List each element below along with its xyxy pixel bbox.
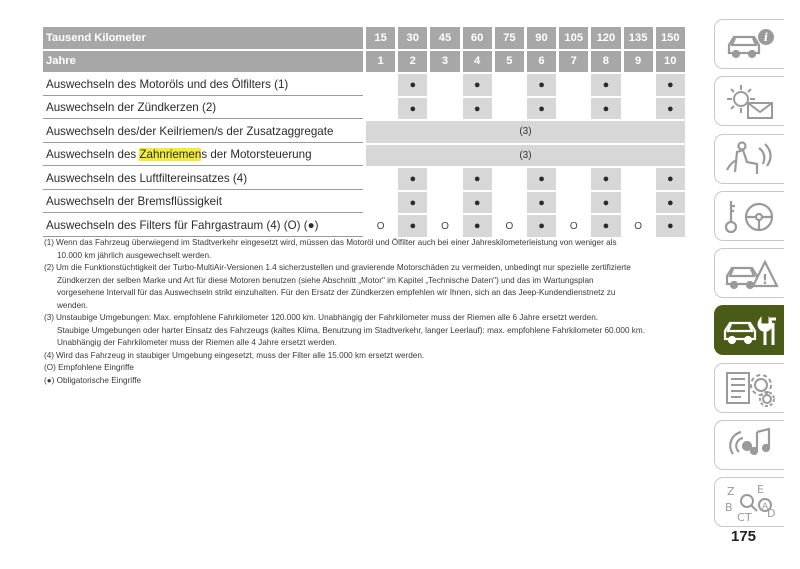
row-label <box>43 74 363 96</box>
mandatory-mark: ● <box>538 102 545 115</box>
footnote-text: 10.000 km jährlich ausgewechselt werden. <box>57 250 212 260</box>
recommended-mark: O <box>634 221 642 233</box>
row-label <box>43 168 363 190</box>
footnote-line <box>44 300 716 311</box>
mandatory-mark: ● <box>666 173 674 186</box>
mandatory-mark: ● <box>538 79 545 92</box>
interval-cell <box>460 192 492 214</box>
footnote-line <box>44 350 716 361</box>
row-label <box>43 215 363 237</box>
interval-cell <box>621 74 653 96</box>
footnote-line <box>44 262 716 273</box>
footnote-text: vorgesehene Intervall für das Auswechseln strikt einzuhalten. Für den Ersatz der Zündkerzen empfehlen wir Ihnen, sich an das Jeep-Kundendienstnetz zu <box>57 288 616 297</box>
row-label <box>43 145 363 167</box>
table-row <box>43 74 685 96</box>
svg-text:A: A <box>762 502 769 513</box>
footnote-text: Zündkerzen der selben Marke und Art für diese Motoren benutzen (siehe Abschnitt „Motor" im Kapitel „Technische Daten") und das im Wartungsplan <box>57 275 594 285</box>
interval-note-cell: (3) <box>363 145 685 167</box>
mandatory-mark: ● <box>538 196 545 209</box>
header-km-cell: 90 <box>524 27 556 49</box>
header-km-cell: 150 <box>653 27 685 49</box>
interval-cell <box>460 215 492 237</box>
svg-text:D: D <box>767 507 776 521</box>
table-header-km <box>43 27 685 49</box>
mandatory-mark: ● <box>409 102 417 115</box>
header-year-cell: 1 <box>363 51 395 73</box>
header-year-cell: 3 <box>427 51 459 73</box>
header-year-cell: 7 <box>556 51 588 73</box>
svg-text:B: B <box>725 501 733 515</box>
row-label <box>43 121 363 143</box>
footnote-line <box>44 287 716 298</box>
svg-text:i: i <box>763 31 769 44</box>
recommended-mark: O <box>441 221 449 233</box>
recommended-mark: O <box>505 221 514 233</box>
recommended-mark: O <box>376 221 385 233</box>
interval-cell <box>492 168 524 190</box>
header-year-cell: 9 <box>621 51 653 73</box>
legend-paren: ( <box>44 375 47 385</box>
footnote-text: Unabhängig der Fahrkilometer muss der Riemen alle 4 Jahre ersetzt werden. <box>57 338 337 347</box>
footnote-line <box>44 237 716 248</box>
header-km-label: Tausend Kilometer <box>43 27 363 49</box>
highlighted-term: Zahnriemen <box>139 148 202 162</box>
header-year-cell: 8 <box>588 51 620 73</box>
footnote-number: (3) <box>44 313 55 322</box>
footnote-line <box>44 325 716 336</box>
chapter-sidebar <box>714 19 786 535</box>
header-km-cell: 45 <box>427 27 459 49</box>
interval-cell <box>363 192 395 214</box>
interval-cell <box>524 192 556 214</box>
mandatory-mark: ● <box>538 220 545 233</box>
interval-cell <box>395 215 427 237</box>
interval-cell <box>556 98 588 120</box>
legend-text: (O) Empfohlene Eingriffe <box>44 363 134 372</box>
footnote-line <box>44 250 716 261</box>
chapter-tab[interactable] <box>714 420 784 470</box>
mandatory-mark: ● <box>473 173 481 186</box>
interval-cell <box>363 74 395 96</box>
interval-cell <box>653 192 685 214</box>
page-number: 175 <box>731 528 757 545</box>
header-km-cell: 60 <box>460 27 492 49</box>
header-years-label: Jahre <box>43 51 363 73</box>
interval-cell <box>395 74 427 96</box>
table-row <box>43 98 685 120</box>
interval-cell <box>653 215 685 237</box>
interval-cell <box>492 215 524 237</box>
mandatory-mark: ● <box>602 102 610 115</box>
interval-cell <box>556 74 588 96</box>
footnote-text: Unstaubige Umgebungen: Max. empfohlene Fahrkilometer 120.000 km. Unabhängig der Fahrkilometer muss der Riemen alle 6 Jahre ersetzt werden. <box>56 313 599 322</box>
table-body <box>43 74 685 237</box>
svg-text:E: E <box>757 483 764 497</box>
interval-cell <box>492 74 524 96</box>
interval-cell <box>395 192 427 214</box>
table-row <box>43 121 685 143</box>
interval-cell <box>621 192 653 214</box>
chapter-tab[interactable] <box>714 477 784 527</box>
svg-text:C: C <box>737 511 745 524</box>
mandatory-mark: ● <box>473 220 481 233</box>
interval-cell <box>460 74 492 96</box>
interval-cell <box>588 98 620 120</box>
footnote-number: (1) <box>44 238 55 247</box>
mandatory-mark: ● <box>473 79 481 92</box>
footnote-line <box>44 337 716 348</box>
interval-cell <box>588 168 620 190</box>
row-label-text: Auswechseln der Bremsflüssigkeit <box>46 195 222 209</box>
interval-cell <box>621 215 653 237</box>
header-year-cell: 4 <box>460 51 492 73</box>
chapter-tab[interactable] <box>714 363 784 413</box>
footnotes <box>44 237 716 387</box>
interval-cell <box>492 192 524 214</box>
interval-cell <box>395 168 427 190</box>
svg-text:T: T <box>745 511 752 524</box>
interval-cell <box>427 215 459 237</box>
header-km-cell: 105 <box>556 27 588 49</box>
mandatory-mark: ● <box>666 79 674 92</box>
interval-cell <box>395 98 427 120</box>
mandatory-mark: ● <box>473 102 481 115</box>
legend-mandatory <box>44 375 716 386</box>
interval-cell <box>524 98 556 120</box>
interval-cell <box>524 215 556 237</box>
chapter-tab[interactable] <box>714 19 784 69</box>
interval-cell <box>556 168 588 190</box>
mandatory-mark: ● <box>473 196 481 209</box>
header-km-cell: 120 <box>588 27 620 49</box>
mandatory-mark: ● <box>602 173 610 186</box>
interval-cell <box>588 74 620 96</box>
interval-cell <box>524 74 556 96</box>
chapter-tab[interactable] <box>714 248 784 298</box>
table-row <box>43 192 685 214</box>
interval-cell <box>653 74 685 96</box>
footnote-number: (4) <box>44 350 55 360</box>
interval-cell <box>427 192 459 214</box>
interval-cell <box>363 168 395 190</box>
row-label-text: Auswechseln des Motoröls und des Ölfilters (1) <box>46 77 289 91</box>
interval-cell <box>653 98 685 120</box>
row-label-text: Auswechseln des <box>46 148 140 162</box>
row-label-text: Auswechseln der Zündkerzen (2) <box>46 101 217 115</box>
mandatory-mark: ● <box>666 220 674 233</box>
table-row <box>43 168 685 190</box>
row-label-text: Auswechseln des Luftfiltereinsatzes (4) <box>46 171 248 185</box>
row-label-suffix: ●) <box>307 218 319 232</box>
footnote-text: Wenn das Fahrzeug überwiegend im Stadtverkehr eingesetzt wird, müssen das Motoröl und Ölfilter auch bei einer Jahreskilometerleistung von weniger als <box>56 238 617 247</box>
header-km-cell: 135 <box>621 27 653 49</box>
svg-text:Z: Z <box>727 485 735 499</box>
chapter-tab[interactable] <box>714 134 784 184</box>
mandatory-mark: ● <box>409 79 417 92</box>
mandatory-mark: ● <box>602 196 610 209</box>
legend-text: ) Obligatorische Eingriffe <box>51 375 142 385</box>
header-km-cell: 75 <box>492 27 524 49</box>
interval-cell <box>427 168 459 190</box>
interval-cell <box>427 74 459 96</box>
row-label <box>43 98 363 120</box>
maintenance-schedule-table <box>43 25 685 239</box>
mandatory-mark: ● <box>602 220 610 233</box>
interval-note-cell: (3) <box>363 121 685 143</box>
interval-cell <box>363 98 395 120</box>
header-km-cell: 15 <box>363 27 395 49</box>
interval-cell <box>621 98 653 120</box>
recommended-mark: O <box>569 221 578 233</box>
mandatory-mark: ● <box>538 173 545 186</box>
table-row <box>43 145 685 167</box>
mandatory-mark: ● <box>409 173 417 186</box>
interval-cell <box>460 98 492 120</box>
footnote-line <box>44 312 716 323</box>
row-label <box>43 192 363 214</box>
footnote-text: Staubige Umgebungen oder harter Einsatz des Fahrzeugs (kaltes Klima, Benutzung im Stadtverkehr, langer Leerlauf): max. empfohlene Fahrkilometer 60.000 km. <box>57 325 645 335</box>
table-header-years <box>43 51 685 73</box>
footnote-line <box>44 275 716 286</box>
mandatory-mark: ● <box>666 102 674 115</box>
interval-cell <box>588 192 620 214</box>
interval-cell <box>653 168 685 190</box>
header-year-cell: 10 <box>653 51 685 73</box>
header-year-cell: 5 <box>492 51 524 73</box>
interval-cell <box>427 98 459 120</box>
svg-text:!: ! <box>762 273 768 289</box>
mandatory-mark: ● <box>409 196 417 209</box>
mandatory-mark: ● <box>409 220 417 233</box>
header-year-cell: 2 <box>395 51 427 73</box>
footnote-number: (2) <box>44 263 55 272</box>
interval-cell <box>556 215 588 237</box>
table-row <box>43 215 685 237</box>
mandatory-mark: ● <box>602 79 610 92</box>
interval-cell <box>524 168 556 190</box>
row-label-text: Auswechseln des Filters für Fahrgastraum (4) (O) ( <box>46 218 308 232</box>
legend-recommended <box>44 362 716 373</box>
interval-cell <box>556 192 588 214</box>
interval-cell <box>460 168 492 190</box>
interval-cell <box>363 215 395 237</box>
mandatory-mark: ● <box>666 196 674 209</box>
interval-cell <box>588 215 620 237</box>
interval-cell <box>621 168 653 190</box>
interval-cell <box>492 98 524 120</box>
chapter-tab[interactable] <box>714 191 784 241</box>
footnote-text: Um die Funktionstüchtigkeit der Turbo-MultiAir-Versionen 1.4 sicherzustellen und gravierende Motorschäden zu vermeiden, unbedingt nur spezielle zertifizierte <box>56 263 631 272</box>
footnote-text: Wird das Fahrzeug in staubiger Umgebung eingesetzt, muss der Filter alle 15.000 km ersetzt werden. <box>56 350 425 360</box>
footnote-text: wenden. <box>57 300 88 310</box>
row-label-text: Auswechseln des/der Keilriemen/s der Zusatzaggregate <box>46 124 334 138</box>
chapter-tab[interactable] <box>714 76 784 126</box>
header-year-cell: 6 <box>524 51 556 73</box>
header-km-cell: 30 <box>395 27 427 49</box>
row-label-suffix: s der Motorsteuerung <box>201 148 312 162</box>
chapter-tab[interactable] <box>714 305 784 355</box>
legend-mandatory-mark: ● <box>46 375 52 385</box>
